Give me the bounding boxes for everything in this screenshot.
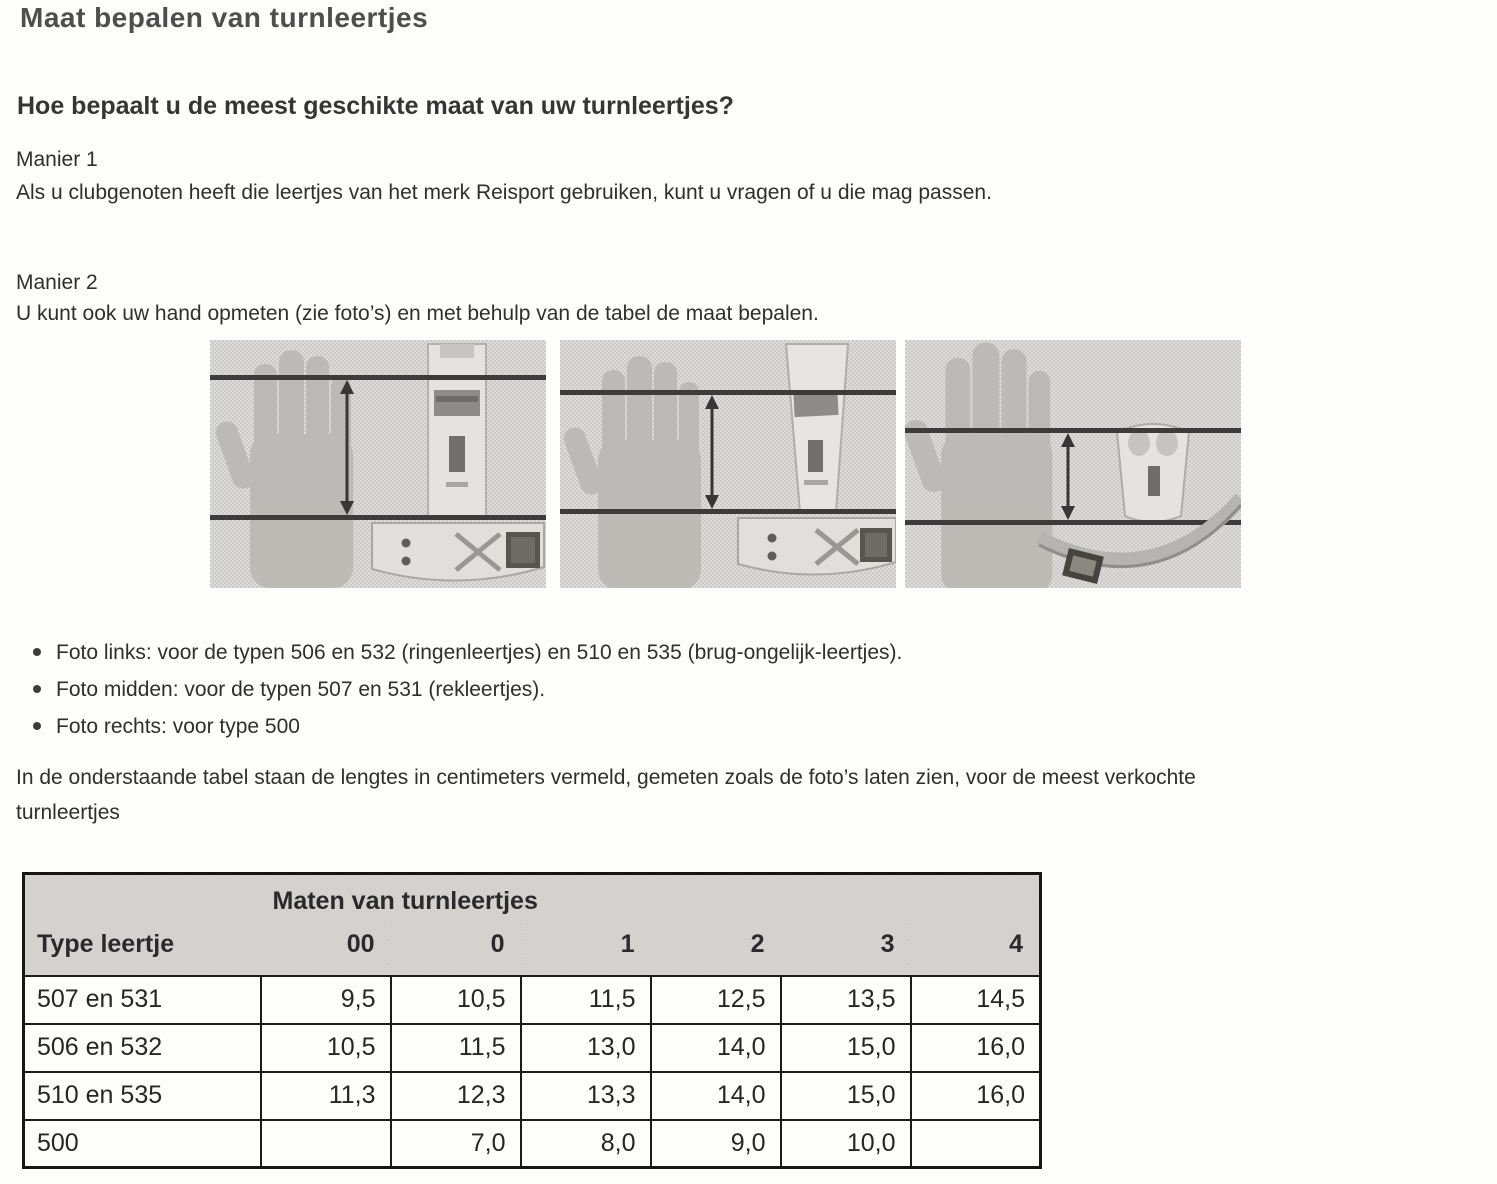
value-cell: 14,0 [651, 1072, 781, 1120]
value-cell: 10,0 [781, 1120, 911, 1168]
table-intro-line-1: In de onderstaande tabel staan de lengtes in centimeters vermeld, gemeten zoals de foto’s laten zien, voor de meest verkochte [16, 766, 1196, 789]
value-cell: 9,0 [651, 1120, 781, 1168]
grip-base [372, 523, 544, 581]
table-group-header: Maten van turnleertjes [261, 874, 1041, 924]
table-row-header: Type leertje [24, 874, 261, 976]
value-cell: 10,5 [391, 976, 521, 1024]
value-cell: 11,5 [391, 1024, 521, 1072]
grip-strap [786, 344, 848, 512]
table-row [24, 1072, 1041, 1120]
measuring-line-bottom [905, 520, 1241, 525]
value-cell: 12,3 [391, 1072, 521, 1120]
table-row [24, 976, 1041, 1024]
bullet-item: Foto links: voor de typen 506 en 532 (ringenleertjes) en 510 en 535 (brug-ongelijk-leertjes). [26, 640, 902, 665]
table-row [24, 1024, 1041, 1072]
value-cell [261, 1120, 391, 1168]
measurement-photo-left [210, 340, 546, 588]
size-column-header: 00 [261, 924, 391, 976]
grip-strap [428, 344, 486, 516]
table-intro [16, 760, 1446, 830]
value-cell: 16,0 [911, 1072, 1041, 1120]
type-cell: 507 en 531 [24, 976, 261, 1024]
table-intro-line-2: turnleertjes [16, 801, 120, 824]
value-cell: 7,0 [391, 1120, 521, 1168]
two-finger-grip [1117, 424, 1189, 522]
table-row [24, 1120, 1041, 1168]
size-column-header: 4 [911, 924, 1041, 976]
type-cell: 500 [24, 1120, 261, 1168]
size-column-header: 3 [781, 924, 911, 976]
value-cell: 8,0 [521, 1120, 651, 1168]
measuring-line-top [210, 375, 546, 380]
measurement-photo-right [905, 340, 1241, 588]
value-cell: 15,0 [781, 1072, 911, 1120]
method-2-text: U kunt ook uw hand opmeten (zie foto’s) en met behulp van de tabel de maat bepalen. [16, 302, 819, 325]
measurement-arrow-icon [705, 395, 719, 509]
method-1-label: Manier 1 [16, 148, 98, 171]
type-cell: 506 en 532 [24, 1024, 261, 1072]
photo-left-graphic [210, 340, 546, 588]
method-2-label: Manier 2 [16, 271, 98, 294]
method-1-text: Als u clubgenoten heeft die leertjes van het merk Reisport gebruiken, kunt u vragen of u die mag passen. [16, 181, 992, 204]
sizes-table [22, 872, 1042, 1169]
value-cell: 14,5 [911, 976, 1041, 1024]
value-cell: 13,5 [781, 976, 911, 1024]
page-question: Hoe bepaalt u de meest geschikte maat van uw turnleertjes? [17, 92, 734, 120]
value-cell: 11,5 [521, 976, 651, 1024]
value-cell [911, 1120, 1041, 1168]
value-cell: 11,3 [261, 1072, 391, 1120]
table-group-header-row [24, 874, 1041, 924]
measurement-arrow-icon [1061, 433, 1075, 520]
size-column-header: 0 [391, 924, 521, 976]
type-cell: 510 en 535 [24, 1072, 261, 1120]
value-cell: 14,0 [651, 1024, 781, 1072]
page-title: Maat bepalen van turnleertjes [20, 2, 429, 33]
measuring-line-top [905, 428, 1241, 433]
hand-silhouette [905, 343, 1052, 588]
bullet-item: Foto rechts: voor type 500 [26, 714, 902, 739]
value-cell: 15,0 [781, 1024, 911, 1072]
photo-right-graphic [905, 340, 1241, 588]
value-cell: 12,5 [651, 976, 781, 1024]
measuring-line-bottom [210, 515, 546, 520]
hand-silhouette [213, 350, 353, 588]
measuring-line-top [560, 390, 896, 395]
size-column-header: 1 [521, 924, 651, 976]
value-cell: 9,5 [261, 976, 391, 1024]
photo-notes-list [26, 640, 902, 751]
bullet-item: Foto midden: voor de typen 507 en 531 (rekleertjes). [26, 677, 902, 702]
value-cell: 10,5 [261, 1024, 391, 1072]
measuring-line-bottom [560, 509, 896, 514]
value-cell: 13,3 [521, 1072, 651, 1120]
value-cell: 13,0 [521, 1024, 651, 1072]
grip-base [738, 518, 896, 575]
measurement-photo-middle [560, 340, 896, 588]
size-column-header: 2 [651, 924, 781, 976]
value-cell: 16,0 [911, 1024, 1041, 1072]
photo-middle-graphic [560, 340, 896, 588]
